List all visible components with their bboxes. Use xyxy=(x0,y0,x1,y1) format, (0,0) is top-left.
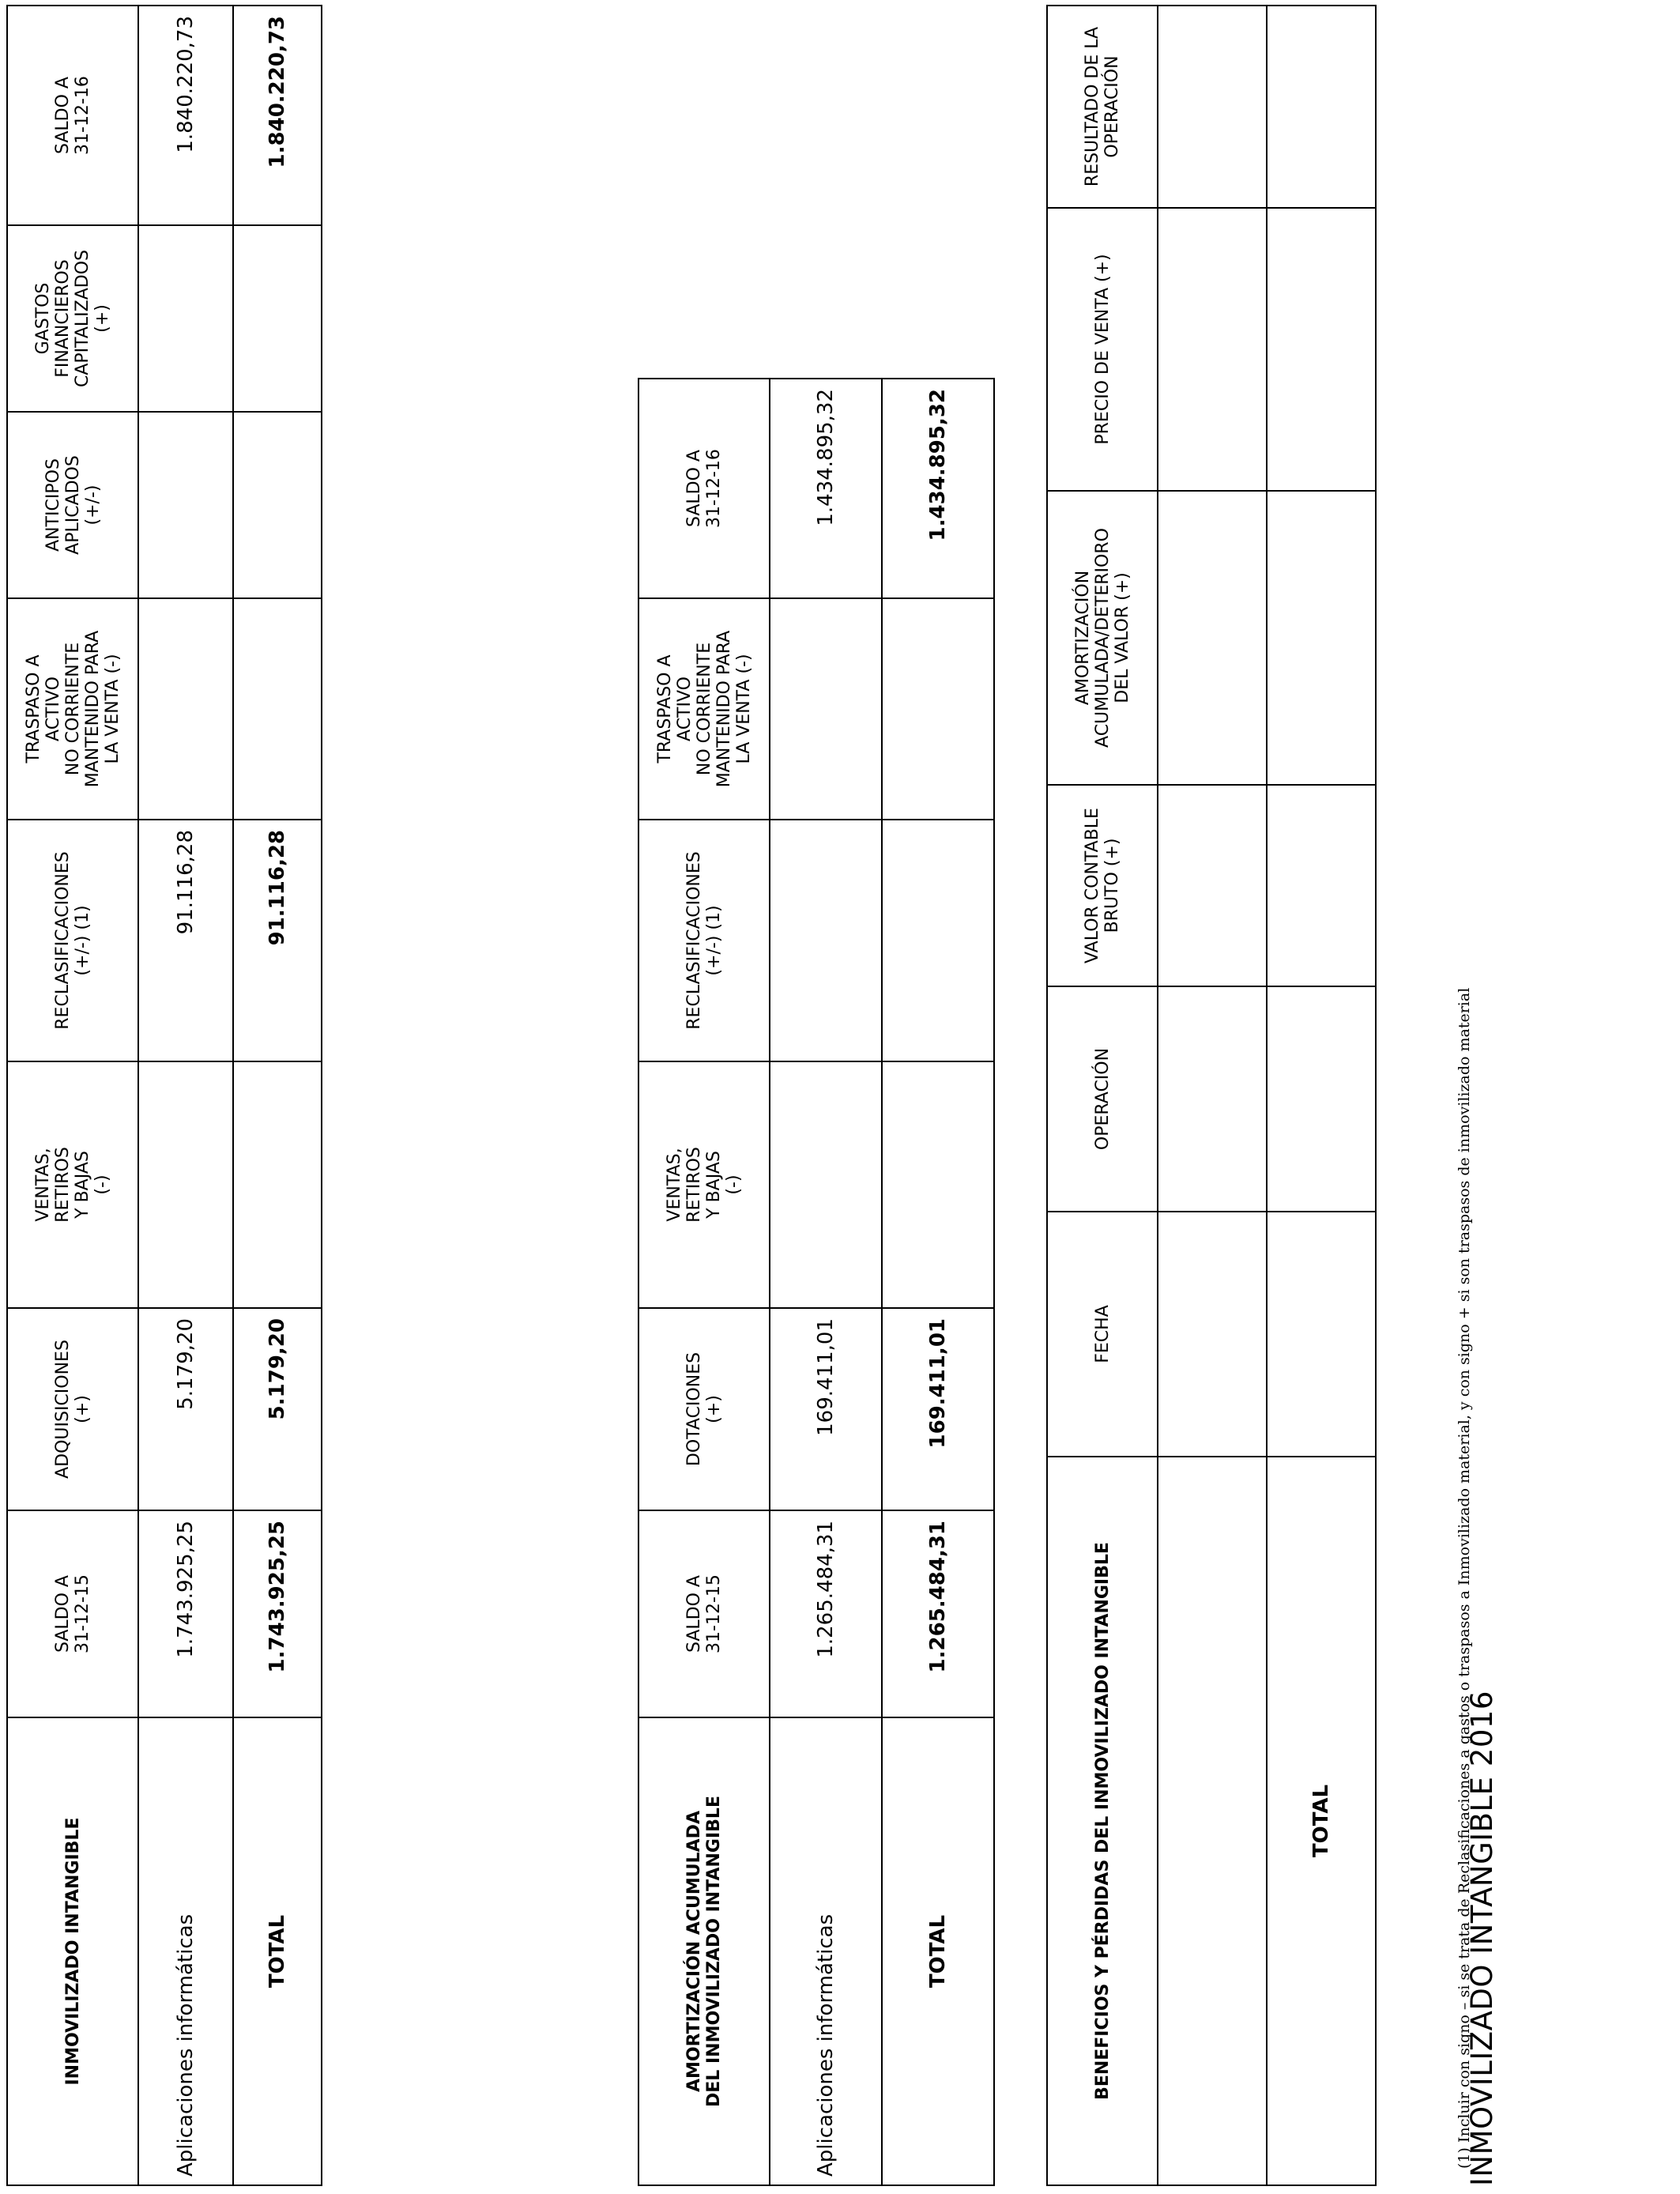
value-cell xyxy=(138,225,233,412)
header-text: ANTICIPOS APLICADOS (+/-) xyxy=(43,455,103,555)
value-cell xyxy=(138,412,233,598)
value-cell: 1.265.484,31 xyxy=(770,1510,882,1717)
header-cell xyxy=(638,379,770,598)
header-cell xyxy=(7,1308,138,1510)
total-cell xyxy=(1267,1212,1376,1457)
total-label: TOTAL xyxy=(882,1717,994,2185)
value-cell xyxy=(138,598,233,820)
total-cell xyxy=(1267,208,1376,491)
empty-cell xyxy=(1158,1212,1267,1457)
header-text: DOTACIONES (+) xyxy=(684,1351,724,1467)
total-cell: 1.743.925,25 xyxy=(233,1510,322,1717)
header-text: VALOR CONTABLE BRUTO (+) xyxy=(1083,808,1122,963)
header-text: OPERACIÓN xyxy=(1092,1047,1113,1151)
value-cell xyxy=(770,598,882,820)
header-cell xyxy=(7,225,138,412)
header-cell xyxy=(1047,1212,1158,1457)
header-row xyxy=(1047,6,1158,2185)
amortizacion-table xyxy=(638,378,995,2186)
header-cell xyxy=(7,6,138,225)
total-cell: 91.116,28 xyxy=(233,820,322,1061)
total-cell: 169.411,01 xyxy=(882,1308,994,1510)
header-text: VENTAS, RETIROS Y BAJAS (-) xyxy=(33,1147,112,1223)
header-cell xyxy=(638,1061,770,1308)
header-cell xyxy=(638,820,770,1061)
total-cell xyxy=(1267,491,1376,785)
total-cell xyxy=(882,1061,994,1308)
total-cell xyxy=(882,598,994,820)
header-text: GASTOS FINANCIEROS CAPITALIZADOS (+) xyxy=(33,249,112,388)
total-cell xyxy=(1267,986,1376,1212)
header-cell xyxy=(1047,491,1158,785)
total-row xyxy=(882,379,994,2185)
total-cell: 5.179,20 xyxy=(233,1308,322,1510)
header-text: RESULTADO DE LA OPERACIÓN xyxy=(1083,26,1122,187)
header-cell xyxy=(7,598,138,820)
inmovilizado-table xyxy=(6,5,322,2186)
header-text: SALDO A 31-12-16 xyxy=(684,449,724,528)
beneficios-table xyxy=(1046,5,1377,2186)
header-text: AMORTIZACIÓN ACUMULADA DEL INMOVILIZADO INTANGIBLE xyxy=(684,1796,724,2107)
table-row xyxy=(138,6,233,2185)
total-cell xyxy=(882,820,994,1061)
header-text: TRASPASO A ACTIVO NO CORRIENTE MANTENIDO PARA LA VENTA (-) xyxy=(654,630,754,788)
header-text: RECLASIFICACIONES (+/-) (1) xyxy=(53,851,92,1030)
empty-cell xyxy=(1158,208,1267,491)
total-row xyxy=(233,6,322,2185)
header-text: SALDO A 31-12-16 xyxy=(53,76,92,155)
header-cell xyxy=(638,1510,770,1717)
value-cell xyxy=(770,820,882,1061)
header-row xyxy=(7,6,138,2185)
total-label: TOTAL xyxy=(1267,1457,1376,2185)
header-cell xyxy=(1047,208,1158,491)
value-cell: 91.116,28 xyxy=(138,820,233,1061)
table-row xyxy=(1158,6,1267,2185)
value-cell: 1.840.220,73 xyxy=(138,6,233,225)
total-cell xyxy=(233,412,322,598)
header-text: VENTAS, RETIROS Y BAJAS (-) xyxy=(665,1147,744,1223)
header-text: SALDO A 31-12-15 xyxy=(53,1574,92,1653)
total-row xyxy=(1267,6,1376,2185)
value-cell: 1.743.925,25 xyxy=(138,1510,233,1717)
footnote: (1) Incluir con signo – si se trata de Reclasificaciones a gastos o traspasos a Inmovilizado material, y con signo + si son traspasos de inmovilizado material xyxy=(1456,987,1473,2169)
row-label: Aplicaciones informáticas xyxy=(770,1717,882,2185)
value-cell: 169.411,01 xyxy=(770,1308,882,1510)
total-label: TOTAL xyxy=(233,1717,322,2185)
header-cell xyxy=(1047,6,1158,208)
table-row xyxy=(770,379,882,2185)
header-cell xyxy=(1047,986,1158,1212)
empty-cell xyxy=(1158,1457,1267,2185)
value-cell xyxy=(770,1061,882,1308)
header-cell xyxy=(7,1510,138,1717)
total-cell xyxy=(233,225,322,412)
header-row xyxy=(638,379,770,2185)
header-text: FECHA xyxy=(1092,1305,1113,1363)
value-cell: 1.434.895,32 xyxy=(770,379,882,598)
header-text: AMORTIZACIÓN ACUMULADA/DETERIORO DEL VALOR (+) xyxy=(1072,528,1132,748)
header-text: RECLASIFICACIONES (+/-) (1) xyxy=(684,851,724,1030)
header-cell xyxy=(7,1061,138,1308)
empty-cell xyxy=(1158,6,1267,208)
total-cell xyxy=(1267,785,1376,986)
value-cell xyxy=(138,1061,233,1308)
empty-cell xyxy=(1158,986,1267,1212)
header-cell xyxy=(638,1717,770,2185)
total-cell: 1.840.220,73 xyxy=(233,6,322,225)
empty-cell xyxy=(1158,785,1267,986)
total-cell xyxy=(1267,6,1376,208)
header-cell xyxy=(1047,785,1158,986)
header-cell: INMOVILIZADO INTANGIBLE xyxy=(7,1717,138,2185)
total-cell: 1.434.895,32 xyxy=(882,379,994,598)
header-text: ADQUISICIONES (+) xyxy=(53,1340,92,1479)
header-cell xyxy=(7,412,138,598)
page-title: INMOVILIZADO INTANGIBLE 2016 xyxy=(1465,1691,1499,2186)
header-cell: BENEFICIOS Y PÉRDIDAS DEL INMOVILIZADO INTANGIBLE xyxy=(1047,1457,1158,2185)
total-cell xyxy=(233,598,322,820)
header-text: TRASPASO A ACTIVO NO CORRIENTE MANTENIDO PARA LA VENTA (-) xyxy=(23,630,122,788)
header-text: SALDO A 31-12-15 xyxy=(684,1574,724,1653)
total-cell xyxy=(233,1061,322,1308)
total-cell: 1.265.484,31 xyxy=(882,1510,994,1717)
value-cell: 5.179,20 xyxy=(138,1308,233,1510)
header-text: PRECIO DE VENTA (+) xyxy=(1092,254,1113,445)
row-label: Aplicaciones informáticas xyxy=(138,1717,233,2185)
header-cell xyxy=(7,820,138,1061)
header-cell xyxy=(638,598,770,820)
header-cell xyxy=(638,1308,770,1510)
empty-cell xyxy=(1158,491,1267,785)
